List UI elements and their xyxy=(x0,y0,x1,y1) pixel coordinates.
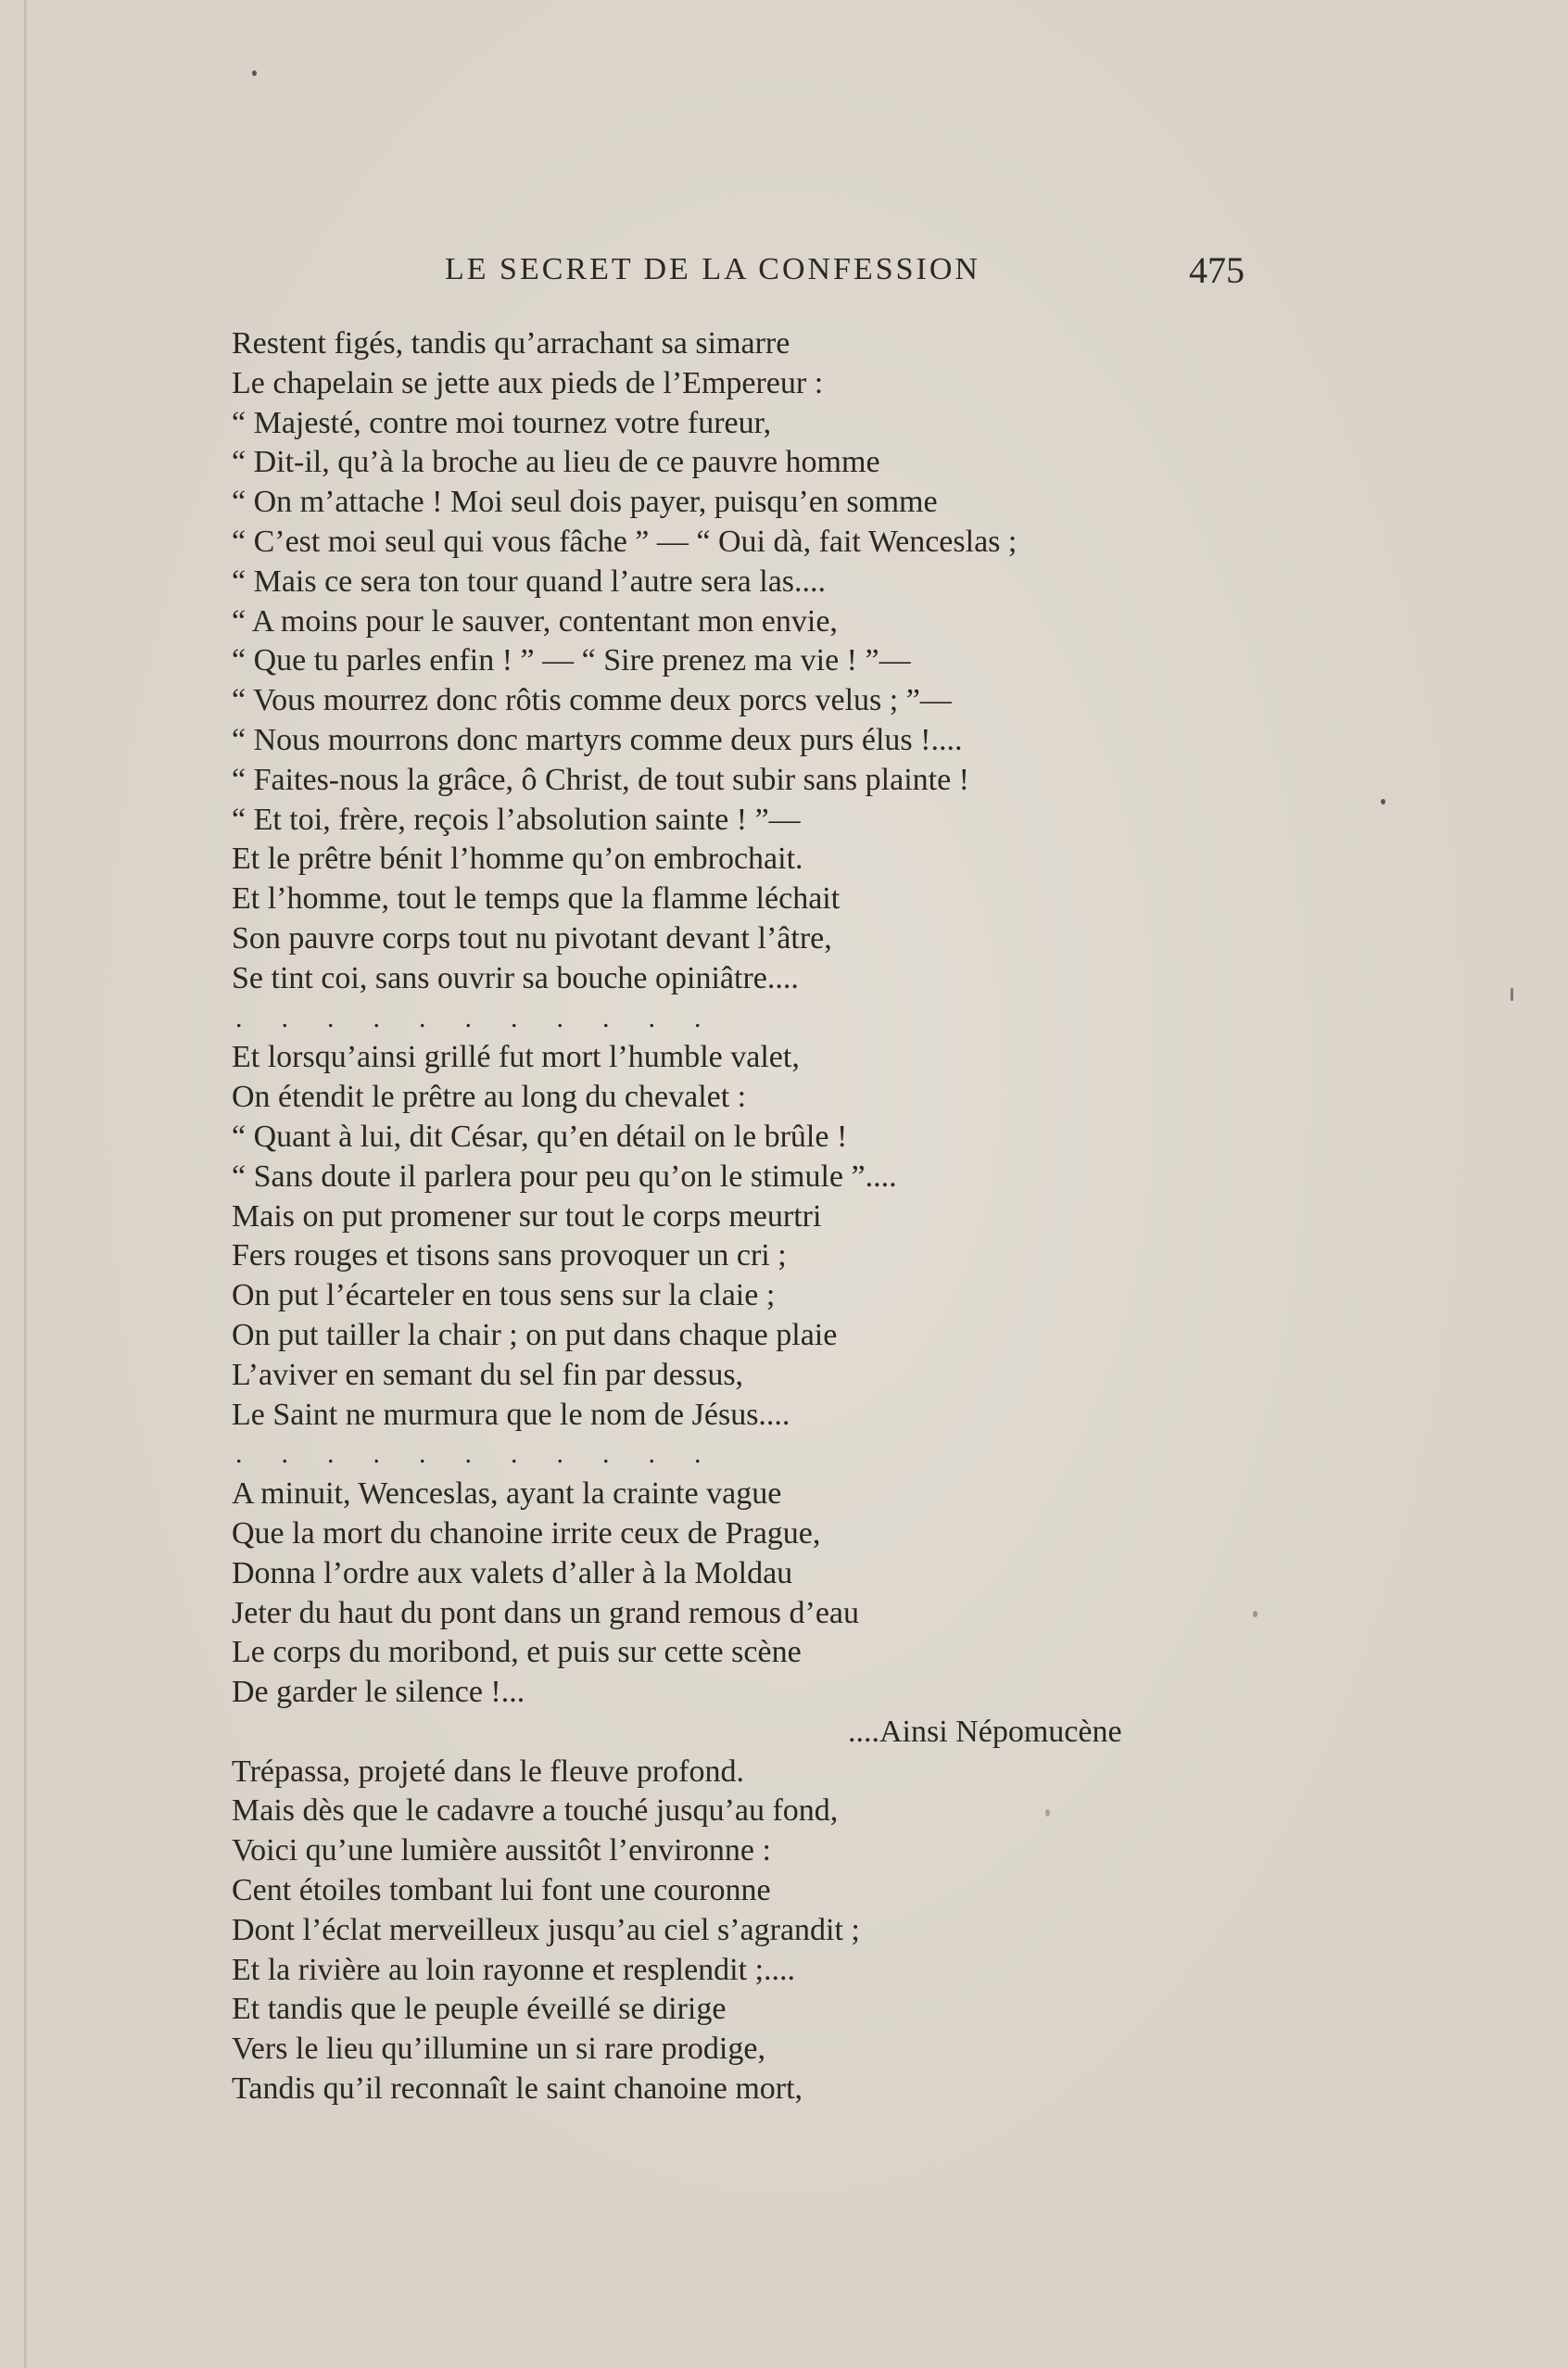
poem-text xyxy=(232,324,1214,2109)
verse-line: “ Dit-il, qu’à la broche au lieu de ce pauvre homme xyxy=(232,445,880,480)
verse-line: “ Mais ce sera ton tour quand l’autre sera las.... xyxy=(232,564,827,599)
verse-line: “ On m’attache ! Moi seul dois payer, puisqu’en somme xyxy=(232,485,938,520)
verse-line: Voici qu’une lumière aussitôt l’environne : xyxy=(232,1833,771,1868)
verse-line: Et lorsqu’ainsi grillé fut mort l’humble valet, xyxy=(232,1040,800,1075)
verse-line: “ Vous mourrez donc rôtis comme deux porcs velus ; ”— xyxy=(232,683,952,718)
verse-line: “ Quant à lui, dit César, qu’en détail on le brûle ! xyxy=(232,1119,848,1154)
stanza-4 xyxy=(232,1753,1214,2109)
page-number: 475 xyxy=(1189,249,1245,291)
verse-line: Et l’homme, tout le temps que la flamme léchait xyxy=(232,881,841,917)
verse-line: Dont l’éclat merveilleux jusqu’au ciel s’agrandit ; xyxy=(232,1912,860,1947)
page-gutter xyxy=(24,0,27,2368)
verse-line: Fers rouges et tisons sans provoquer un cri ; xyxy=(232,1238,787,1273)
verse-line: On étendit le prêtre au long du chevalet : xyxy=(232,1080,747,1115)
verse-line: Restent figés, tandis qu’arrachant sa simarre xyxy=(232,326,790,361)
verse-line: Vers le lieu qu’illumine un si rare prodige, xyxy=(232,2032,765,2067)
verse-line: Le corps du moribond, et puis sur cette scène xyxy=(232,1635,802,1670)
verse-line: L’aviver en semant du sel fin par dessus, xyxy=(232,1357,744,1392)
verse-line: Et la rivière au loin rayonne et resplendit ;.... xyxy=(232,1952,796,1987)
paper-speck xyxy=(1511,988,1513,1001)
verse-line: A minuit, Wenceslas, ayant la crainte vague xyxy=(232,1476,782,1512)
stanza-2 xyxy=(232,1038,1214,1435)
verse-line: Mais on put promener sur tout le corps meurtri xyxy=(232,1198,822,1234)
paper-speck xyxy=(1253,1611,1258,1617)
verse-line: “ Faites-nous la grâce, ô Christ, de tout subir sans plainte ! xyxy=(232,762,969,797)
section-separator: ........... xyxy=(235,1002,740,1033)
verse-line: Trépassa, projeté dans le fleuve profond. xyxy=(232,1754,744,1789)
verse-line: “ A moins pour le sauver, contentant mon envie, xyxy=(232,603,838,639)
verse-line: Jeter du haut du pont dans un grand remous d’eau xyxy=(232,1595,859,1630)
verse-line: “ Sans doute il parlera pour peu qu’on le stimule ”.... xyxy=(232,1159,897,1194)
verse-line: De garder le silence !... xyxy=(232,1675,525,1710)
page-header xyxy=(445,248,1260,295)
paper-speck xyxy=(1045,1809,1050,1817)
verse-line: On put l’écarteler en tous sens sur la claie ; xyxy=(232,1278,776,1313)
verse-line: Cent étoiles tombant lui font une couronne xyxy=(232,1873,771,1908)
verse-line-continuation: ....Ainsi Népomucène xyxy=(848,1714,1122,1749)
verse-line: Donna l’ordre aux valets d’aller à la Moldau xyxy=(232,1555,793,1590)
stanza-3 xyxy=(232,1475,1214,1753)
verse-line: “ Majesté, contre moi tournez votre fureur, xyxy=(232,405,772,440)
verse-line: Mais dès que le cadavre a touché jusqu’au fond, xyxy=(232,1793,839,1829)
verse-line: Son pauvre corps tout nu pivotant devant l’âtre, xyxy=(232,920,832,956)
verse-line: Tandis qu’il reconnaît le saint chanoine mort, xyxy=(232,2071,803,2107)
verse-line: “ C’est moi seul qui vous fâche ” — “ Oui dà, fait Wenceslas ; xyxy=(232,524,1018,559)
verse-line: Le Saint ne murmura que le nom de Jésus.... xyxy=(232,1397,790,1432)
stanza-1 xyxy=(232,324,1214,999)
verse-line: Que la mort du chanoine irrite ceux de Prague, xyxy=(232,1515,821,1551)
running-title: LE SECRET DE LA CONFESSION xyxy=(445,252,980,286)
verse-line: “ Nous mourrons donc martyrs comme deux purs élus !.... xyxy=(232,722,963,757)
verse-line: Et le prêtre bénit l’homme qu’on embrochait. xyxy=(232,842,803,877)
paper-speck xyxy=(252,70,257,76)
verse-line: Se tint coi, sans ouvrir sa bouche opiniâtre.... xyxy=(232,960,799,995)
section-separator: ........... xyxy=(235,1438,740,1470)
verse-line: Et tandis que le peuple éveillé se dirige xyxy=(232,1992,727,2027)
verse-line: Le chapelain se jette aux pieds de l’Empereur : xyxy=(232,365,824,400)
verse-line: On put tailler la chair ; on put dans chaque plaie xyxy=(232,1317,838,1352)
verse-line: “ Et toi, frère, reçois l’absolution sainte ! ”— xyxy=(232,802,801,837)
verse-line: “ Que tu parles enfin ! ” — “ Sire prenez ma vie ! ”— xyxy=(232,643,911,678)
paper-speck xyxy=(1381,799,1385,804)
